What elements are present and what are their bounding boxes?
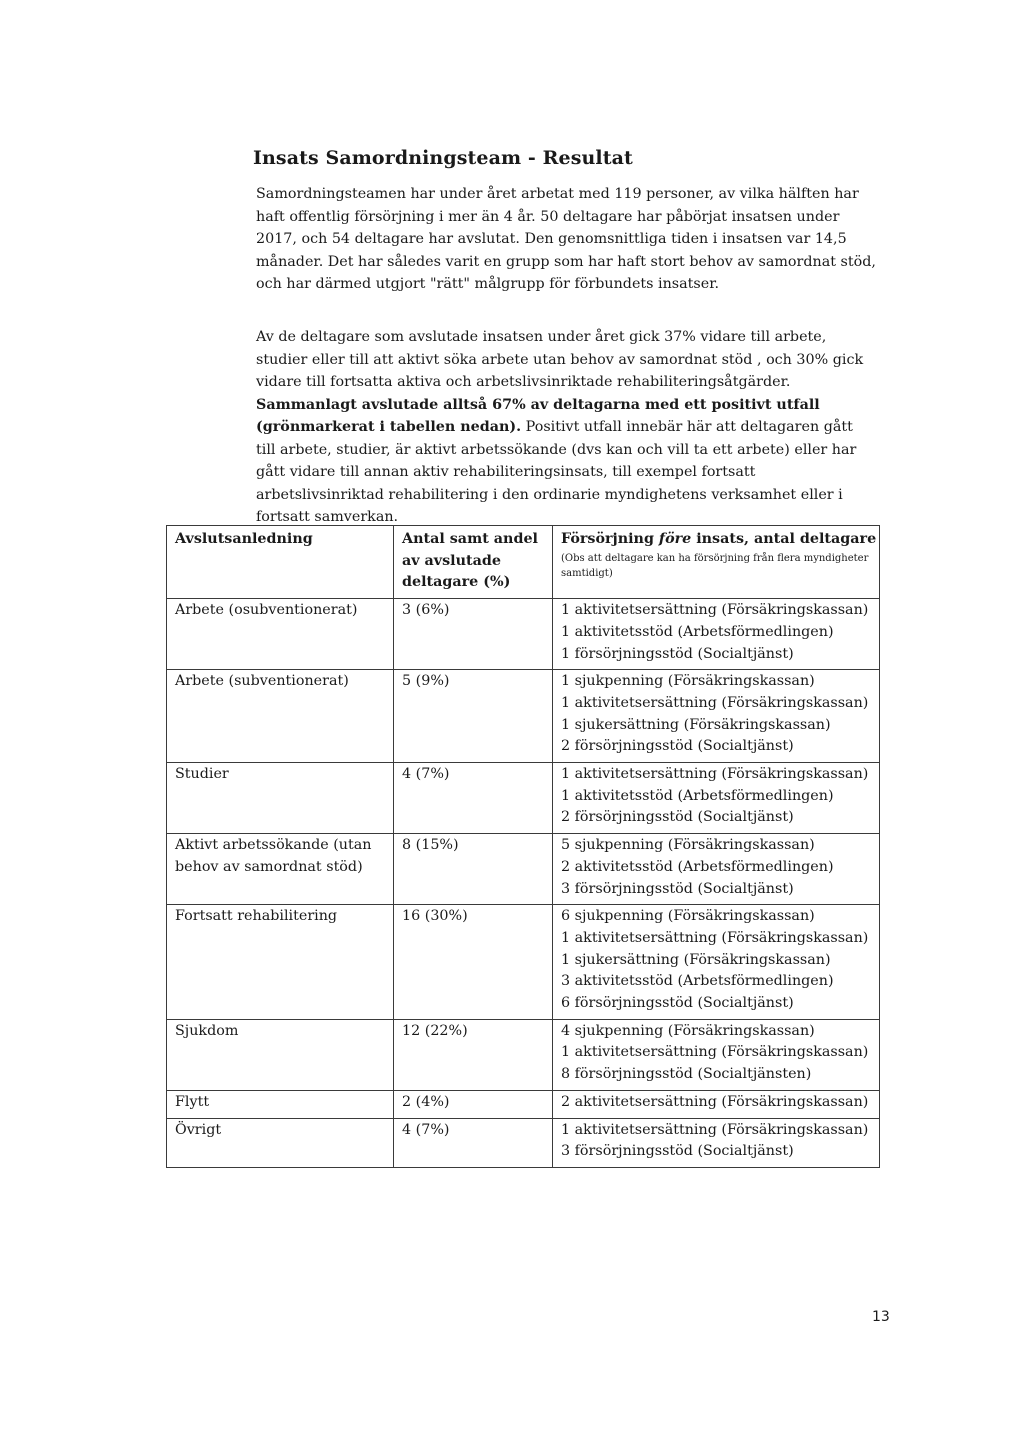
support-line: 1 sjukersättning (Försäkringskassan)	[561, 716, 831, 733]
cell-reason: Arbete (subventionerat)	[167, 670, 394, 763]
cell-count: 4 (7%)	[394, 763, 553, 834]
table-row	[167, 905, 880, 1020]
support-line: 1 aktivitetsersättning (Försäkringskassan)	[561, 766, 869, 783]
support-line: 1 försörjningsstöd (Socialtjänst)	[561, 645, 794, 662]
table-header-row	[167, 526, 880, 599]
cell-reason: Flytt	[167, 1090, 394, 1118]
table-row	[167, 763, 880, 834]
cell-support	[553, 670, 880, 763]
cell-support	[553, 1090, 880, 1118]
intro-paragraph: Samordningsteamen har under året arbetat med 119 personer, av vilka hälften har haft offentlig försörjning i mer än 4 år. 50 deltagare har påbörjat insatsen under 2017, och 54 deltagare har avslutat. Den genomsnittliga tiden i insatsen var 14,5 månader. Det har således varit en grupp som har haft stort behov av samordnat stöd, och har därmed utgjort "rätt" målgrupp för förbundets insatser.	[256, 186, 876, 292]
table-row	[167, 599, 880, 670]
support-line: 2 aktivitetsersättning (Försäkringskassan)	[561, 1093, 869, 1110]
support-line: 1 sjukersättning (Försäkringskassan)	[561, 951, 831, 968]
cell-reason: Sjukdom	[167, 1019, 394, 1090]
cell-reason: Arbete (osubventionerat)	[167, 599, 394, 670]
support-line: 3 aktivitetsstöd (Arbetsförmedlingen)	[561, 973, 834, 990]
support-line: 1 aktivitetsersättning (Försäkringskassan)	[561, 1121, 869, 1138]
cell-support	[553, 763, 880, 834]
results-summary-bold: Sammanlagt avslutade alltså 67% av deltagarna med ett positivt utfall (grönmarkerat i tabellen nedan).	[256, 396, 820, 435]
support-line: 1 aktivitetsersättning (Försäkringskassan)	[561, 929, 869, 946]
support-line: 2 försörjningsstöd (Socialtjänst)	[561, 809, 794, 826]
support-line: 1 aktivitetsersättning (Försäkringskassan)	[561, 1044, 869, 1061]
header-support-italic: före	[658, 531, 692, 547]
table-row	[167, 1019, 880, 1090]
cell-reason: Övrigt	[167, 1118, 394, 1167]
header-reason: Avslutsanledning	[167, 526, 394, 599]
cell-count: 8 (15%)	[394, 834, 553, 905]
table-row	[167, 834, 880, 905]
support-line: 1 aktivitetsstöd (Arbetsförmedlingen)	[561, 623, 834, 640]
table-row	[167, 670, 880, 763]
table-body	[167, 599, 880, 1168]
cell-support	[553, 834, 880, 905]
table-row	[167, 1118, 880, 1167]
header-support	[553, 526, 880, 599]
cell-count: 3 (6%)	[394, 599, 553, 670]
support-line: 3 försörjningsstöd (Socialtjänst)	[561, 880, 794, 897]
results-explanation-text: Positivt utfall innebär här att deltagaren gått till arbete, studier, är aktivt arbetssökande (dvs kan och vill ta ett arbete) eller har gått vidare till annan aktiv rehabiliteringsinsats, till exempel fortsatt arbetslivsinriktad rehabilitering i den ordinarie myndighetens verksamhet eller i fortsatt samverkan.	[256, 419, 857, 525]
results-intro-text: Av de deltagare som avslutade insatsen under året gick 37% vidare till arbete, studier eller till att aktivt söka arbete utan behov av samordnat stöd , och 30% gick vidare till fortsatta aktiva och arbetslivsinriktade rehabiliteringsåtgärder.	[256, 329, 864, 390]
cell-count: 12 (22%)	[394, 1019, 553, 1090]
cell-support	[553, 599, 880, 670]
page-number: 13	[872, 1309, 890, 1325]
support-line: 1 aktivitetsersättning (Försäkringskassan)	[561, 602, 869, 619]
cell-count: 4 (7%)	[394, 1118, 553, 1167]
support-line: 6 försörjningsstöd (Socialtjänst)	[561, 995, 794, 1012]
support-line: 6 sjukpenning (Försäkringskassan)	[561, 908, 815, 925]
support-line: 4 sjukpenning (Försäkringskassan)	[561, 1022, 815, 1039]
header-support-suffix: insats, antal deltagare	[691, 531, 877, 547]
results-table	[166, 525, 880, 1168]
support-line: 2 försörjningsstöd (Socialtjänst)	[561, 738, 794, 755]
cell-support	[553, 905, 880, 1020]
results-paragraph	[256, 326, 876, 529]
support-line: 1 sjukpenning (Försäkringskassan)	[561, 673, 815, 690]
support-line: 8 försörjningsstöd (Socialtjänsten)	[561, 1066, 812, 1083]
support-line: 1 aktivitetsstöd (Arbetsförmedlingen)	[561, 787, 834, 804]
support-line: 1 aktivitetsersättning (Försäkringskassan)	[561, 694, 869, 711]
cell-reason: Studier	[167, 763, 394, 834]
support-line: 3 försörjningsstöd (Socialtjänst)	[561, 1143, 794, 1160]
cell-support	[553, 1019, 880, 1090]
table-row	[167, 1090, 880, 1118]
cell-count: 5 (9%)	[394, 670, 553, 763]
header-support-note: (Obs att deltagare kan ha försörjning från flera myndigheter samtidigt)	[561, 552, 869, 579]
support-line: 5 sjukpenning (Försäkringskassan)	[561, 837, 815, 854]
cell-reason: Fortsatt rehabilitering	[167, 905, 394, 1020]
cell-reason: Aktivt arbetssökande (utan behov av samordnat stöd)	[167, 834, 394, 905]
cell-count: 2 (4%)	[394, 1090, 553, 1118]
header-count: Antal samt andel av avslutade deltagare (%)	[394, 526, 553, 599]
header-support-prefix: Försörjning	[561, 531, 659, 547]
support-line: 2 aktivitetsstöd (Arbetsförmedlingen)	[561, 858, 834, 875]
cell-support	[553, 1118, 880, 1167]
cell-count: 16 (30%)	[394, 905, 553, 1020]
section-heading: Insats Samordningsteam - Resultat	[253, 147, 633, 169]
